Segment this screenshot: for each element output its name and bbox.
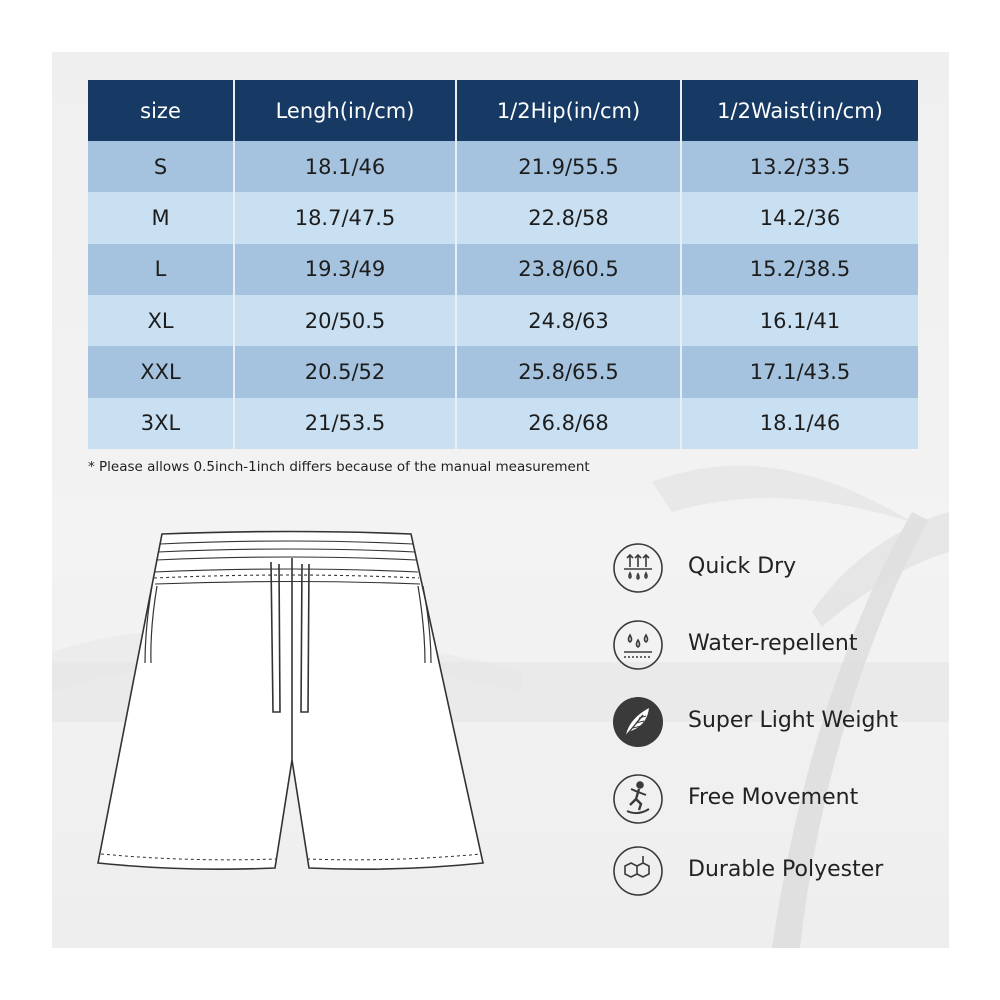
cell-size: 3XL xyxy=(88,398,234,449)
water-repellent-icon xyxy=(611,618,665,672)
quick-dry-icon xyxy=(611,541,665,595)
table-row xyxy=(88,244,918,295)
feature-water-repellent xyxy=(611,618,911,676)
header-length: Lengh(in/cm) xyxy=(234,80,456,141)
feature-label: Super Light Weight xyxy=(688,708,898,733)
cell-length: 20.5/52 xyxy=(234,346,456,397)
feature-label: Free Movement xyxy=(688,785,859,810)
molecule-icon xyxy=(611,844,665,898)
header-half-hip: 1/2Hip(in/cm) xyxy=(456,80,681,141)
cell-size: XL xyxy=(88,295,234,346)
table-header-row xyxy=(88,80,918,141)
table-row xyxy=(88,295,918,346)
feature-label: Durable Polyester xyxy=(688,857,884,882)
cell-half-waist: 14.2/36 xyxy=(681,192,918,243)
cell-half-waist: 13.2/33.5 xyxy=(681,141,918,192)
header-half-waist: 1/2Waist(in/cm) xyxy=(681,80,918,141)
size-chart-table xyxy=(88,80,918,449)
table-row xyxy=(88,398,918,449)
feature-durable-polyester xyxy=(611,844,911,902)
cell-half-waist: 15.2/38.5 xyxy=(681,244,918,295)
cell-half-waist: 17.1/43.5 xyxy=(681,346,918,397)
cell-length: 20/50.5 xyxy=(234,295,456,346)
cell-half-hip: 25.8/65.5 xyxy=(456,346,681,397)
cell-half-waist: 18.1/46 xyxy=(681,398,918,449)
cell-length: 21/53.5 xyxy=(234,398,456,449)
cell-length: 18.1/46 xyxy=(234,141,456,192)
cell-size: L xyxy=(88,244,234,295)
feather-icon xyxy=(611,695,665,749)
cell-length: 18.7/47.5 xyxy=(234,192,456,243)
cell-half-waist: 16.1/41 xyxy=(681,295,918,346)
shorts-illustration xyxy=(95,528,487,884)
table-row xyxy=(88,141,918,192)
cell-length: 19.3/49 xyxy=(234,244,456,295)
cell-half-hip: 26.8/68 xyxy=(456,398,681,449)
feature-label: Quick Dry xyxy=(688,554,797,579)
header-size: size xyxy=(88,80,234,141)
cell-half-hip: 23.8/60.5 xyxy=(456,244,681,295)
cell-half-hip: 24.8/63 xyxy=(456,295,681,346)
feature-free-movement xyxy=(611,772,911,830)
cell-half-hip: 21.9/55.5 xyxy=(456,141,681,192)
skateboarder-icon xyxy=(611,772,665,826)
cell-size: M xyxy=(88,192,234,243)
feature-quick-dry xyxy=(611,541,911,599)
cell-half-hip: 22.8/58 xyxy=(456,192,681,243)
table-row xyxy=(88,192,918,243)
feature-label: Water-repellent xyxy=(688,631,858,656)
measurement-note: * Please allows 0.5inch-1inch differs because of the manual measurement xyxy=(88,459,590,475)
table-row xyxy=(88,346,918,397)
cell-size: XXL xyxy=(88,346,234,397)
cell-size: S xyxy=(88,141,234,192)
feature-super-light-weight xyxy=(611,695,911,753)
